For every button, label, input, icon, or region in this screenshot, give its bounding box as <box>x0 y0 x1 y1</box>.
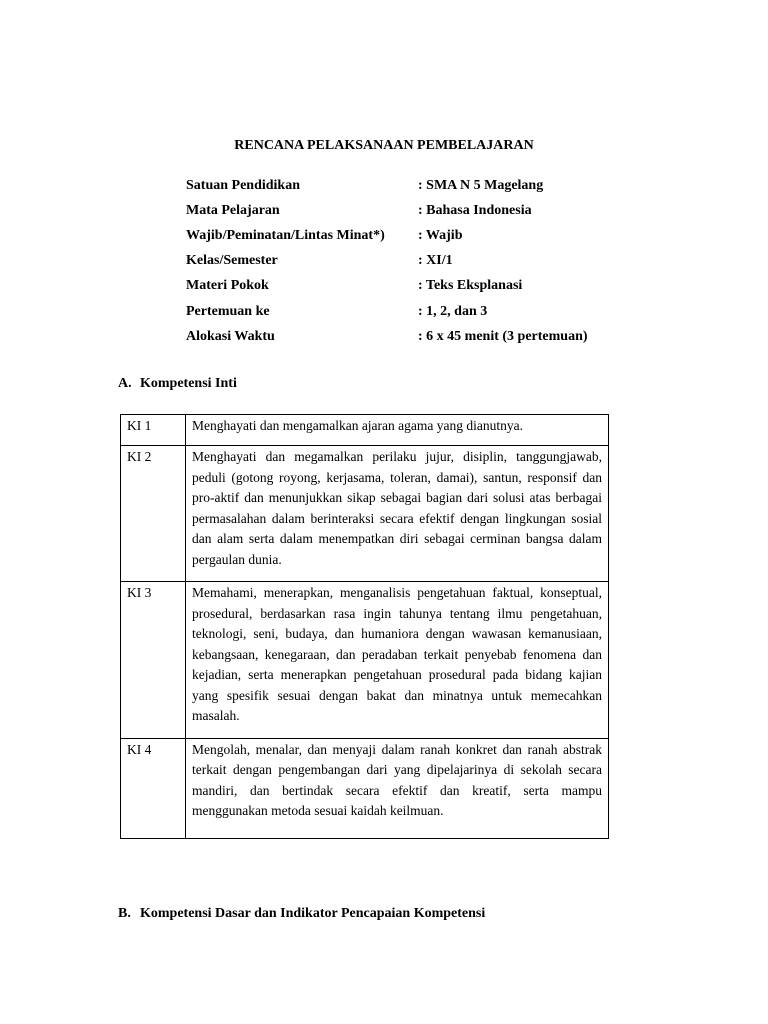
ki-row <box>121 415 609 446</box>
ki-code: KI 3 <box>121 582 186 739</box>
ki-description: Menghayati dan mengamalkan ajaran agama yang dianutnya. <box>186 415 609 446</box>
ki-description: Memahami, menerapkan, menganalisis pengetahuan faktual, konseptual, prosedural, berdasarkan rasa ingin tahunya tentang ilmu pengetahuan, teknologi, seni, budaya, dan humaniora dengan wawasan kemanusiaan, kebangsaan, kenegaraan, dan peradaban terkait penyebab fenomena dan kejadian, serta menerapkan pengetahuan prosedural pada bidang kajian yang spesifik sesuai dengan bakat dan minatnya untuk memecahkan masalah. <box>186 582 609 739</box>
info-value-pertemuan-ke: : 1, 2, dan 3 <box>418 303 488 319</box>
info-label-mata-pelajaran: Mata Pelajaran <box>186 202 280 218</box>
ki-row <box>121 582 609 739</box>
ki-description: Mengolah, menalar, dan menyaji dalam ranah konkret dan ranah abstrak terkait dengan pengembangan dari yang dipelajarinya di sekolah secara mandiri, dan bertindak secara efektif dan kreatif, serta mampu menggunakan metoda sesuai kaidah keilmuan. <box>186 738 609 838</box>
info-value-wajib-peminatan: : Wajib <box>418 227 463 243</box>
kompetensi-inti-table <box>120 414 609 839</box>
section-a-heading <box>118 376 237 392</box>
ki-code: KI 1 <box>121 415 186 446</box>
info-row <box>186 299 588 324</box>
info-row <box>186 249 588 274</box>
info-value-alokasi-waktu: : 6 x 45 menit (3 pertemuan) <box>418 328 588 344</box>
info-value-materi-pokok: : Teks Eksplanasi <box>418 278 523 294</box>
ki-row <box>121 738 609 838</box>
ki-code: KI 2 <box>121 446 186 582</box>
info-label-wajib-peminatan: Wajib/Peminatan/Lintas Minat*) <box>186 227 385 243</box>
info-label-alokasi-waktu: Alokasi Waktu <box>186 328 275 344</box>
info-row <box>186 198 588 223</box>
info-row <box>186 324 588 349</box>
info-label-satuan-pendidikan: Satuan Pendidikan <box>186 177 300 193</box>
info-row <box>186 223 588 248</box>
info-row <box>186 274 588 299</box>
identity-table <box>186 173 588 349</box>
section-b-title: Kompetensi Dasar dan Indikator Pencapaian Kompetensi <box>140 906 486 921</box>
section-b-marker: B. <box>118 906 131 921</box>
info-value-kelas-semester: : XI/1 <box>418 253 453 269</box>
ki-description: Menghayati dan megamalkan perilaku jujur, disiplin, tanggungjawab, peduli (gotong royong, kerjasama, toleran, damai), santun, responsif dan pro-aktif dan menunjukkan sikap sebagai bagian dari solusi atas berbagai permasalahan dalam berinteraksi secara efektif dengan lingkungan sosial dan alam serta dalam menempatkan diri sebagai cerminan bangsa dalam pergaulan dunia. <box>186 446 609 582</box>
ki-row <box>121 446 609 582</box>
section-a-marker: A. <box>118 376 132 391</box>
section-b-heading <box>118 906 485 922</box>
ki-code: KI 4 <box>121 738 186 838</box>
info-label-kelas-semester: Kelas/Semester <box>186 253 278 269</box>
info-value-satuan-pendidikan: : SMA N 5 Magelang <box>418 177 544 193</box>
info-value-mata-pelajaran: : Bahasa Indonesia <box>418 202 532 218</box>
info-label-pertemuan-ke: Pertemuan ke <box>186 303 270 319</box>
document-title: RENCANA PELAKSANAAN PEMBELAJARAN <box>234 138 534 153</box>
info-row <box>186 173 588 198</box>
info-label-materi-pokok: Materi Pokok <box>186 278 269 294</box>
section-a-title: Kompetensi Inti <box>140 376 237 391</box>
